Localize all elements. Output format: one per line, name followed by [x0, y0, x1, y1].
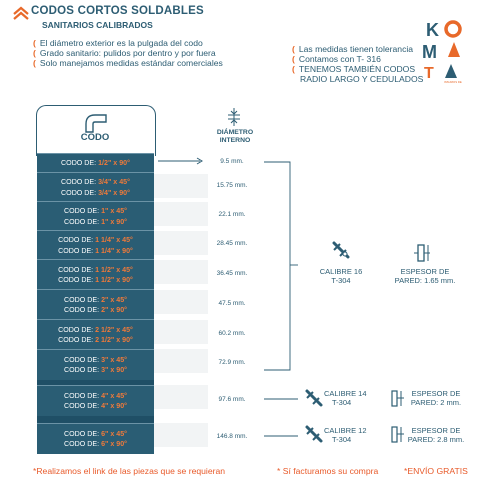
size-line: CODO DE: 3/4" x 90° — [61, 188, 130, 197]
spec-calibre: CALIBRE 14 T-304 — [324, 389, 367, 407]
size-line: CODO DE: 3" x 90° — [64, 366, 127, 374]
size-line: CODO DE: 1 1/2" x 90° — [58, 276, 133, 284]
size-line: CODO DE: 6" x 90° — [64, 440, 127, 448]
table-row — [37, 153, 154, 173]
codo-column-header — [36, 105, 156, 156]
komata-logo — [420, 16, 478, 86]
right-bullet-list — [292, 44, 423, 84]
right-bullet-item: ( Las medidas tienen tolerancia — [292, 44, 414, 54]
footer-shipping-note: *ENVÍO GRATIS — [404, 466, 468, 476]
footer-link-note: *Realizamos el link de las piezas que se requieran — [33, 466, 226, 476]
table-row — [37, 349, 154, 380]
page-subtitle: SANITARIOS CALIBRADOS — [42, 20, 153, 30]
table-row — [37, 385, 154, 416]
wall-thickness-icon — [388, 388, 406, 410]
group-brackets — [262, 150, 302, 450]
table-row — [37, 423, 154, 454]
caliper-icon — [330, 240, 352, 264]
diameter-value: 146.8 mm. — [216, 433, 248, 440]
right-bullet-item: ( Contamos con T- 316 — [292, 54, 381, 64]
diameter-value: 72.9 mm. — [218, 359, 246, 366]
diameter-header: DIÁMETRO INTERNO — [216, 129, 254, 144]
size-line: CODO DE: 2" x 45° — [64, 295, 127, 304]
table-row — [37, 319, 154, 350]
wall-thickness-icon — [412, 241, 434, 265]
spec-espesor: ESPESOR DE PARED: 1.65 mm. — [394, 267, 456, 285]
page-title: CODOS CORTOS SOLDABLES — [31, 5, 204, 17]
diameter-value: 97.6 mm. — [218, 396, 246, 403]
codo-column-title: CODO — [80, 132, 110, 143]
diameter-icon — [227, 108, 241, 126]
arrow-right-icon — [156, 156, 206, 166]
spec-calibre: CALIBRE 16 T-304 — [319, 267, 363, 285]
spec-calibre: CALIBRE 12 T-304 — [324, 426, 367, 444]
right-bullet-item: RADIO LARGO Y CEDULADOS — [300, 74, 424, 84]
footer-invoice-note: * Sí facturamos su compra — [277, 466, 379, 476]
diameter-value: 60.2 mm. — [218, 330, 246, 337]
table-row — [37, 230, 154, 260]
diameter-value: 22.1 mm. — [218, 211, 246, 218]
size-line: CODO DE: 1" x 90° — [64, 217, 127, 226]
caliper-icon — [303, 424, 325, 446]
table-row — [37, 201, 154, 231]
table-row — [37, 289, 154, 320]
left-bullet-list — [33, 38, 223, 68]
diameter-value: 9.5 mm. — [220, 158, 244, 165]
svg-text:M: M — [422, 42, 437, 62]
sizes-table — [37, 153, 154, 453]
size-line: CODO DE: 3/4" x 45° — [61, 178, 130, 186]
elbow-pipe-icon — [83, 112, 109, 134]
chevron-up-icon — [13, 6, 29, 20]
size-line: CODO DE: 1 1/4" x 45° — [58, 236, 133, 244]
left-bullet-item: ( Grado sanitario: pulidos por dentro y por fuera — [33, 48, 216, 58]
size-line: CODO DE: 3" x 45° — [64, 355, 127, 364]
diameter-value: 47.5 mm. — [218, 300, 246, 307]
size-line: CODO DE: 2 1/2" x 90° — [58, 336, 133, 344]
size-line: CODO DE: 2 1/2" x 45° — [58, 325, 133, 334]
size-line: CODO DE: 4" x 90° — [64, 402, 127, 410]
svg-text:K: K — [426, 20, 439, 40]
diameter-value: 28.45 mm. — [216, 240, 248, 247]
diameter-value: 36.45 mm. — [216, 270, 248, 277]
spec-espesor: ESPESOR DE PARED: 2.8 mm. — [407, 426, 465, 444]
size-line: CODO DE: 1 1/4" x 90° — [58, 246, 133, 255]
size-line: CODO DE: 6" x 45° — [64, 429, 127, 438]
diameter-value: 15.75 mm. — [216, 182, 248, 189]
table-row — [37, 172, 154, 202]
size-line: CODO DE: 1/2" x 90° — [61, 159, 130, 168]
svg-text:T: T — [424, 65, 434, 82]
size-line: CODO DE: 1" x 45° — [64, 207, 127, 215]
spec-espesor: ESPESOR DE PARED: 2 mm. — [410, 389, 462, 407]
right-bullet-item: ( TENEMOS TAMBIÉN CODOS — [292, 64, 416, 74]
size-line: CODO DE: 2" x 90° — [64, 306, 127, 314]
svg-text:INSUMOS DE: INSUMOS DE — [444, 80, 462, 84]
caliper-icon — [303, 388, 325, 410]
wall-thickness-icon — [388, 424, 406, 446]
left-bullet-item: ( El diámetro exterior es la pulgada del codo — [33, 38, 203, 48]
left-bullet-item: ( Solo manejamos medidas estándar comerciales — [33, 58, 223, 68]
size-line: CODO DE: 1 1/2" x 45° — [58, 265, 133, 274]
table-row — [37, 259, 154, 290]
size-line: CODO DE: 4" x 45° — [64, 391, 127, 400]
